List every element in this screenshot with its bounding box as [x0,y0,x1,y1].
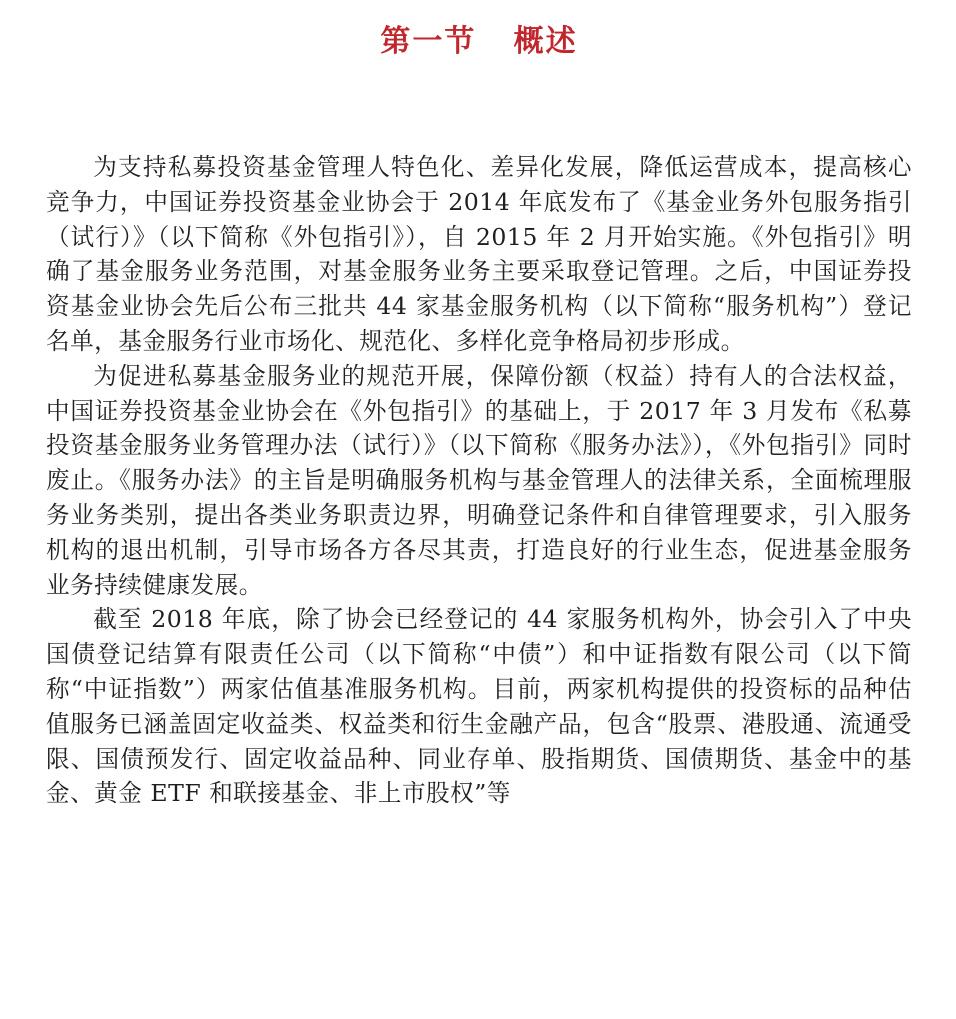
paragraph-2: 为促进私募基金服务业的规范开展，保障份额（权益）持有人的合法权益，中国证券投资基金业协会在《外包指引》的基础上，于 2017 年 3 月发布《私募投资基金服务业务管理办法（试行）》（以下简称《服务办法》），《外包指引》同时废止。《服务办法》的主旨是明确服务机构与基金管理人的法律关系，全面梳理服务业务类别，提出各类业务职责边界，明确登记条件和自律管理要求，引入服务机构的退出机制，引导市场各方各尽其责，打造良好的行业生态，促进基金服务业务持续健康发展。 [46,361,912,599]
paragraph-3: 截至 2018 年底，除了协会已经登记的 44 家服务机构外，协会引入了中央国债登记结算有限责任公司（以下简称“中债”）和中证指数有限公司（以下简称“中证指数”）两家估值基准服务机构。目前，两家机构提供的投资标的品种估值服务已涵盖固定收益类、权益类和衍生金融产品，包含“股票、港股通、流通受限、国债预发行、固定收益品种、同业存单、股指期货、国债期货、基金中的基金、黄金 ETF 和联接基金、非上市股权”等 [46,605,912,808]
body-text [46,150,912,811]
section-title: 第一节 概述 [380,24,578,59]
paragraph-1: 为支持私募投资基金管理人特色化、差异化发展，降低运营成本，提高核心竞争力，中国证券投资基金业协会于 2014 年底发布了《基金业务外包服务指引（试行）》（以下简称《外包指引》），自 2015 年 2 月开始实施。《外包指引》明确了基金服务业务范围，对基金服务业务主要采取登记管理。之后，中国证券投资基金业协会先后公布三批共 44 家基金服务机构（以下简称“服务机构”）登记名单，基金服务行业市场化、规范化、多样化竞争格局初步形成。 [46,153,912,355]
